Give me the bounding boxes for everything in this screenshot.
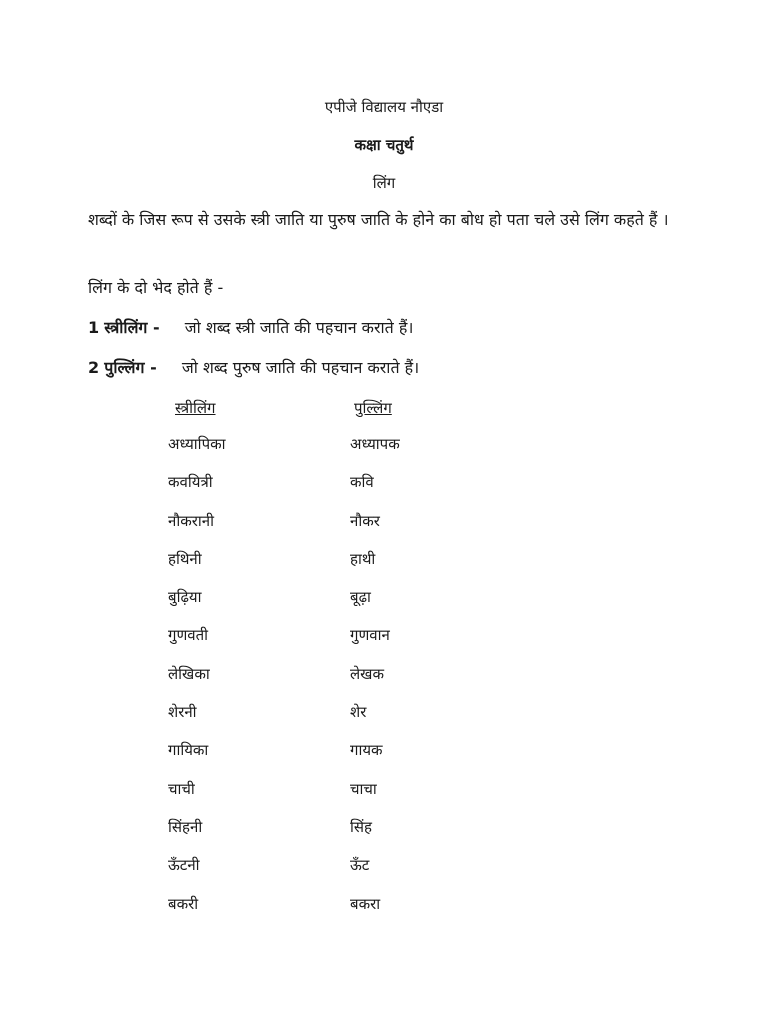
- definition-paragraph: शब्दों के जिस रूप से उसके स्त्री जाति या पुरुष जाति के होने का बोध हो पता चले उसे लिंग कहते हैं ।: [88, 210, 669, 229]
- table-row: [0, 698, 768, 736]
- masculine-word: चाचा: [350, 779, 377, 798]
- school-name: एपीजे विद्यालय नौएडा: [324, 98, 444, 116]
- table-row: [0, 813, 768, 851]
- type-item-masculine: [88, 357, 419, 379]
- table-row: [0, 775, 768, 813]
- feminine-word: शेरनी: [168, 703, 197, 722]
- masculine-word: गायक: [350, 741, 383, 760]
- table-row: [0, 507, 768, 545]
- masculine-word: नौकर: [350, 511, 380, 530]
- table-row: [0, 468, 768, 506]
- type-name: स्त्रीलिंग -: [104, 318, 160, 337]
- masculine-word: ऊँट: [350, 856, 370, 875]
- table-row: [0, 890, 768, 928]
- feminine-word: सिंहनी: [168, 817, 203, 836]
- table-row: [0, 430, 768, 468]
- masculine-word: सिंह: [350, 817, 372, 836]
- feminine-word: ऊँटनी: [168, 856, 200, 875]
- topic-title: लिंग: [372, 174, 396, 192]
- feminine-word: बुढ़िया: [168, 588, 202, 607]
- table-row: [0, 583, 768, 621]
- feminine-word: लेखिका: [168, 664, 210, 683]
- masculine-word: हाथी: [350, 549, 376, 568]
- feminine-word: चाची: [168, 779, 195, 798]
- feminine-word: नौकरानी: [168, 511, 214, 530]
- masculine-word: लेखक: [350, 664, 384, 683]
- feminine-word: अध्यापिका: [168, 435, 226, 453]
- table-row: [0, 736, 768, 774]
- masculine-word: अध्यापक: [350, 435, 400, 453]
- feminine-word: हथिनी: [168, 549, 202, 568]
- types-intro: लिंग के दो भेद होते हैं -: [88, 278, 224, 297]
- type-number: 1: [88, 318, 100, 337]
- class-title: कक्षा चतुर्थ: [354, 136, 414, 154]
- masculine-word: कवि: [350, 473, 374, 492]
- type-description: जो शब्द पुरुष जाति की पहचान कराते हैं।: [181, 358, 420, 377]
- masculine-word: बूढ़ा: [350, 588, 371, 607]
- table-row: [0, 621, 768, 659]
- type-number: 2: [88, 358, 100, 377]
- feminine-word: गुणवती: [168, 626, 209, 645]
- column-header-feminine: स्त्रीलिंग: [175, 399, 216, 417]
- feminine-word: बकरी: [168, 894, 199, 913]
- table-row: [0, 545, 768, 583]
- masculine-word: बकरा: [350, 894, 381, 913]
- type-item-feminine: [88, 317, 413, 339]
- masculine-word: गुणवान: [350, 626, 390, 645]
- gender-word-table: [0, 430, 768, 928]
- feminine-word: कवयित्री: [168, 473, 213, 492]
- column-header-masculine: पुल्लिंग: [354, 399, 392, 417]
- table-row: [0, 851, 768, 889]
- masculine-word: शेर: [350, 703, 367, 722]
- table-row: [0, 660, 768, 698]
- feminine-word: गायिका: [168, 741, 209, 760]
- type-description: जो शब्द स्त्री जाति की पहचान कराते हैं।: [184, 318, 414, 337]
- type-name: पुल्लिंग -: [104, 358, 157, 377]
